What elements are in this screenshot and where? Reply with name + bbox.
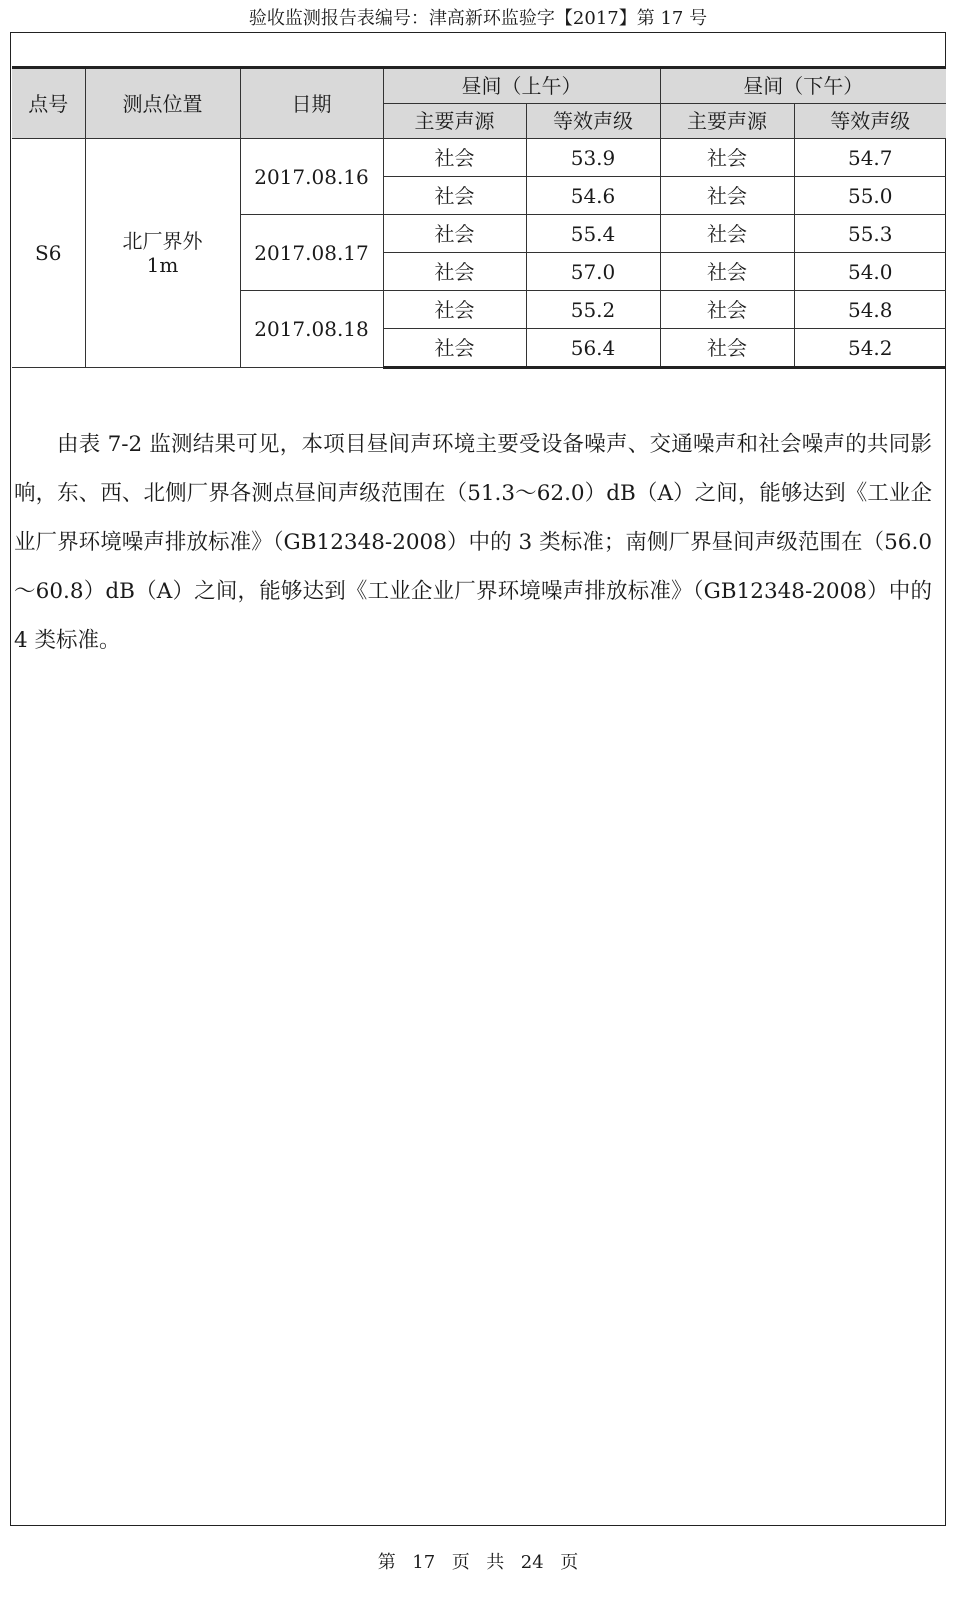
am-level-cell: 55.4 (526, 215, 660, 253)
am-source-cell: 社会 (383, 253, 526, 291)
pm-source-cell: 社会 (660, 291, 794, 329)
pm-level-cell: 54.8 (794, 291, 946, 329)
am-source-cell: 社会 (383, 177, 526, 215)
am-level-cell: 54.6 (526, 177, 660, 215)
header-pm-source: 主要声源 (660, 104, 794, 139)
table-header-row (12, 68, 946, 104)
pm-level-cell: 54.0 (794, 253, 946, 291)
page-number: 第 17 页 共 24 页 (377, 1552, 579, 1573)
header-daytime-afternoon: 昼间（下午） (660, 68, 946, 104)
am-source-cell: 社会 (383, 291, 526, 329)
date-cell: 2017.08.16 (240, 139, 383, 215)
am-source-cell: 社会 (383, 215, 526, 253)
am-level-cell: 53.9 (526, 139, 660, 177)
point-id-cell: S6 (12, 139, 85, 368)
am-source-cell: 社会 (383, 139, 526, 177)
location-line1: 北厂界外 (122, 229, 203, 253)
date-cell: 2017.08.17 (240, 215, 383, 291)
location-cell (85, 139, 240, 368)
am-source-cell: 社会 (383, 329, 526, 368)
pm-level-cell: 54.2 (794, 329, 946, 368)
header-date: 日期 (240, 68, 383, 139)
header-point: 点号 (12, 68, 85, 139)
pm-source-cell: 社会 (660, 329, 794, 368)
pm-source-cell: 社会 (660, 215, 794, 253)
noise-monitoring-table (12, 66, 946, 369)
table-row (12, 139, 946, 177)
pm-level-cell: 55.3 (794, 215, 946, 253)
header-daytime-morning: 昼间（上午） (383, 68, 660, 104)
am-level-cell: 56.4 (526, 329, 660, 368)
header-am-source: 主要声源 (383, 104, 526, 139)
location-line2: 1m (146, 253, 179, 277)
report-header: 验收监测报告表编号：津高新环监验字【2017】第 17 号 (248, 8, 708, 29)
am-level-cell: 55.2 (526, 291, 660, 329)
am-level-cell: 57.0 (526, 253, 660, 291)
pm-level-cell: 55.0 (794, 177, 946, 215)
conclusion-paragraph: 由表 7-2 监测结果可见，本项目昼间声环境主要受设备噪声、交通噪声和社会噪声的共同影响，东、西、北侧厂界各测点昼间声级范围在（51.3～62.0）dB（A）之间，能够达到《工业企业厂界环境噪声排放标准》（GB12348-2008）中的 3 类标准；南侧厂界昼间声级范围在（56.0～60.8）dB（A）之间，能够达到《工业企业厂界环境噪声排放标准》（GB12348-2008）中的 4 类标准。 (14, 432, 932, 653)
pm-source-cell: 社会 (660, 253, 794, 291)
pm-source-cell: 社会 (660, 177, 794, 215)
header-location: 测点位置 (85, 68, 240, 139)
date-cell: 2017.08.18 (240, 291, 383, 368)
header-pm-level: 等效声级 (794, 104, 946, 139)
pm-source-cell: 社会 (660, 139, 794, 177)
header-am-level: 等效声级 (526, 104, 660, 139)
pm-level-cell: 54.7 (794, 139, 946, 177)
